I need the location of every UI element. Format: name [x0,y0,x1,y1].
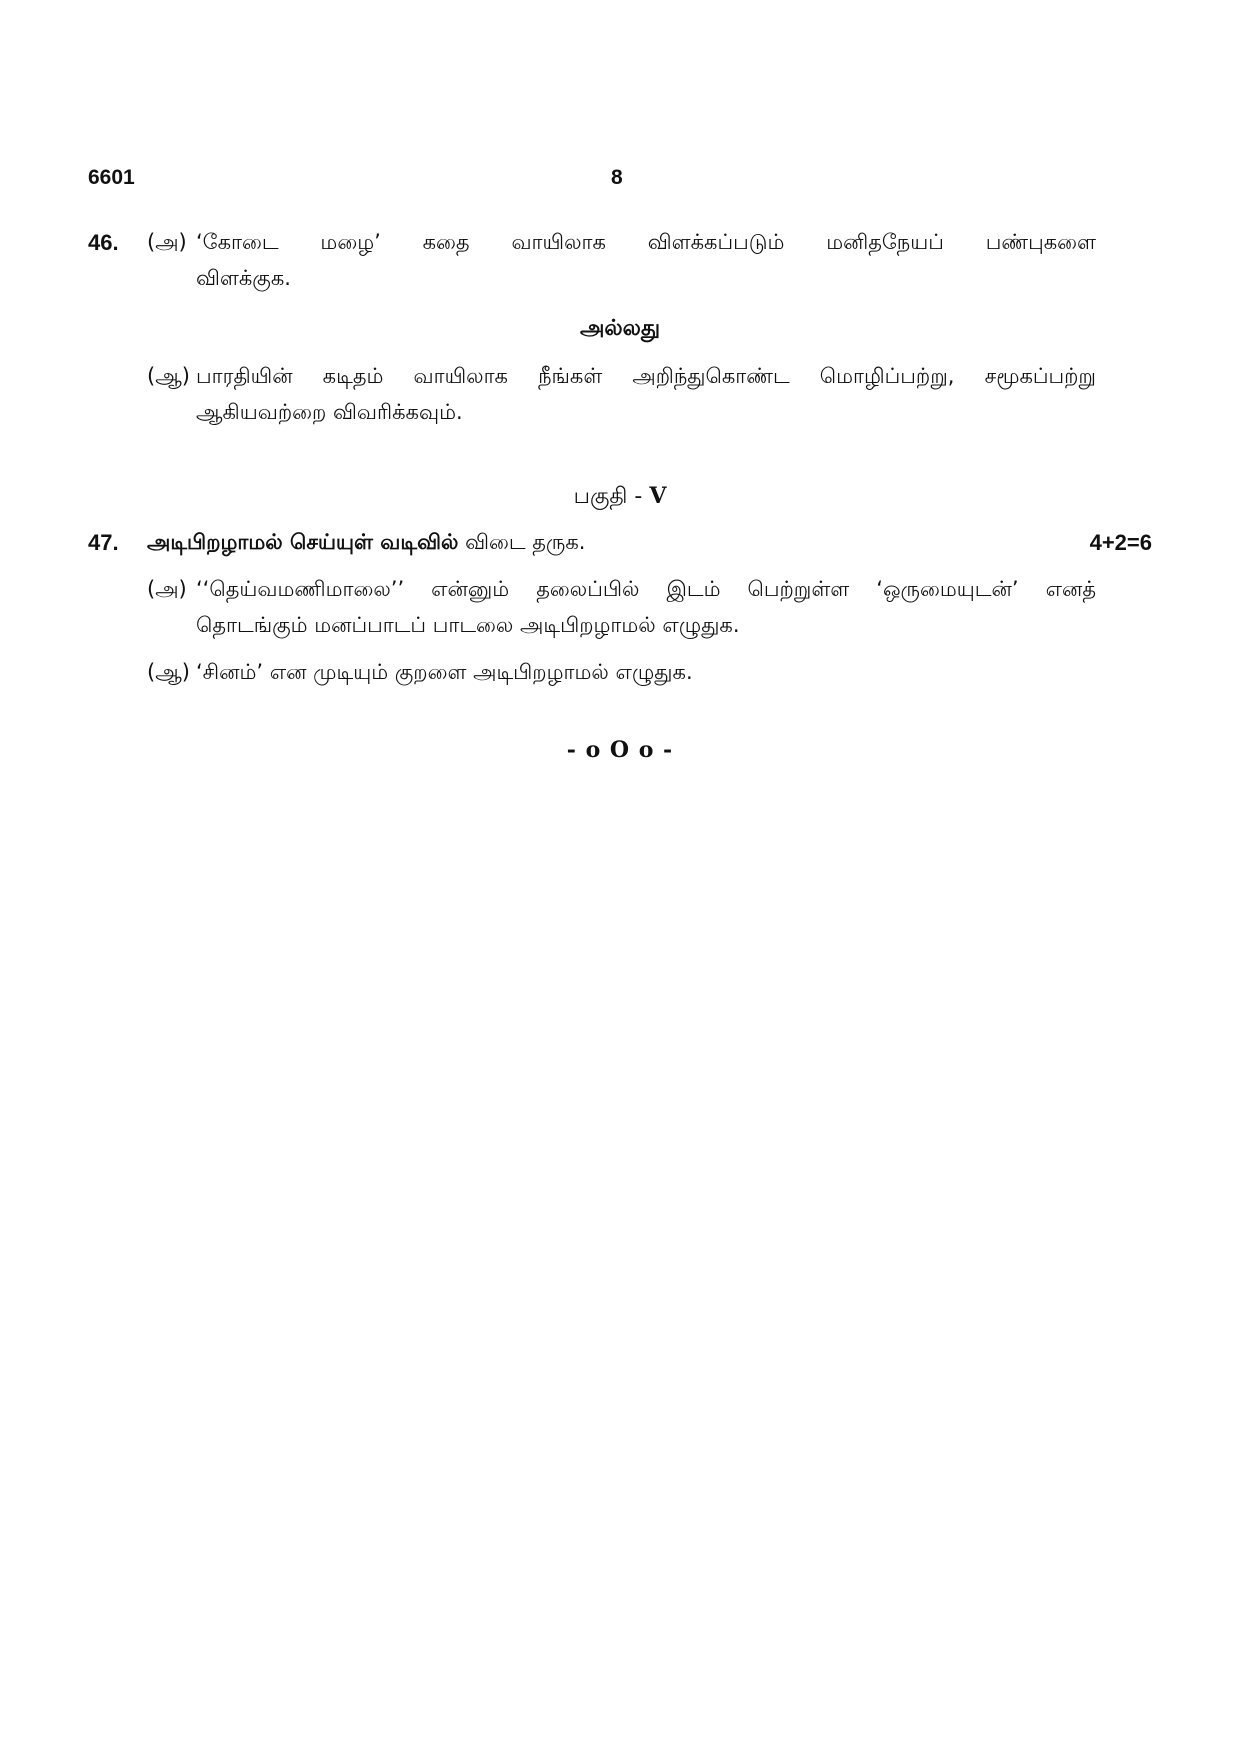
question-47-a-label: (அ) [147,577,187,601]
part-heading [0,483,1240,512]
question-46-b-label: (ஆ) [147,364,190,388]
question-46-a-line-1: ‘கோடை மழை’ கதை வாயிலாக விளக்கப்படும் மனிதநேயப் பண்புகளை [196,230,1096,254]
page-number: 8 [611,166,623,189]
question-47-instruction-bold: அடிபிறழாமல் செய்யுள் வடிவில் [147,530,459,554]
question-47-number: 47. [88,530,119,555]
exam-code: 6601 [88,166,135,189]
question-47-a-line-2: தொடங்கும் மனப்பாடப் பாடலை அடிபிறழாமல் எழுதுக. [196,613,740,637]
question-46-b-line-1: பாரதியின் கடிதம் வாயிலாக நீங்கள் அறிந்துகொண்ட மொழிப்பற்று, சமூகப்பற்று [196,364,1096,388]
end-of-paper-mark: - o O o - [566,737,674,763]
question-46-a-line-2: விளக்குக. [196,266,291,290]
question-47-a-line-1: ‘‘தெய்வமணிமாலை’’ என்னும் தலைப்பில் இடம் பெற்றுள்ள ‘ஒருமையுடன்’ எனத் [196,577,1096,601]
question-46-number: 46. [88,230,119,255]
part-numeral: V [649,483,667,509]
question-47-b-label: (ஆ) [147,660,190,684]
part-word: பகுதி [573,484,628,509]
question-47-b-line-1: ‘சினம்’ என முடியும் குறளை அடிபிறழாமல் எழுதுக. [196,660,693,684]
part-separator: - [627,484,650,509]
question-46-a-label: (அ) [147,230,187,254]
or-separator: அல்லது [579,316,661,341]
question-47-instruction [147,530,585,557]
question-47-marks: 4+2=6 [1089,530,1152,555]
question-46-b-line-2: ஆகியவற்றை விவரிக்கவும். [196,400,463,424]
question-47-instruction-rest: விடை தருக. [458,530,586,554]
